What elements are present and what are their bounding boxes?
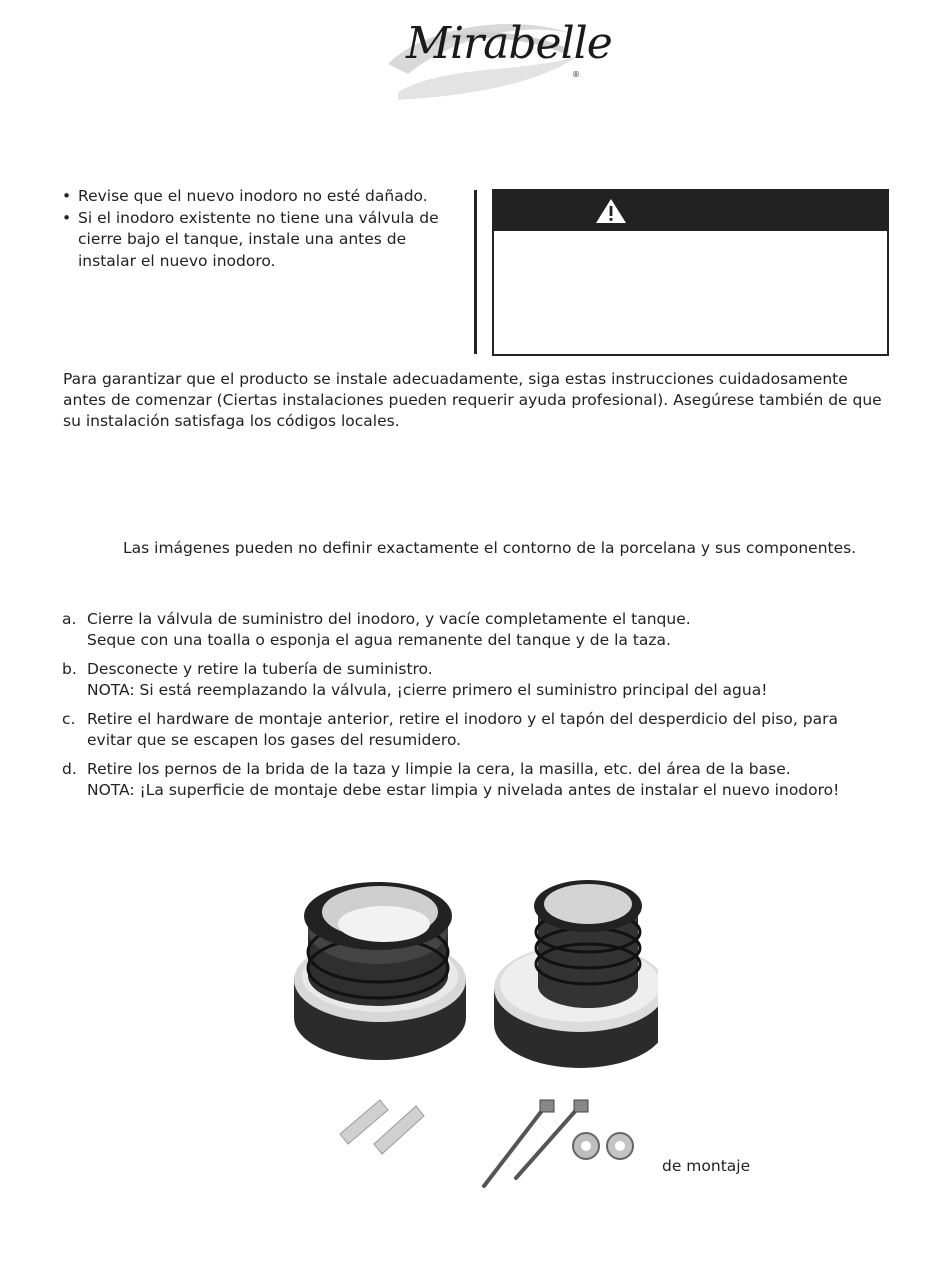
brand-wordmark: Mirabelle: [406, 18, 612, 69]
step-marker: a.: [62, 610, 77, 628]
washers: [573, 1133, 633, 1159]
step-item: [62, 759, 882, 801]
checklist-item: • Si el inodoro existente no tiene una válvula de cierre bajo el tanque, instale una antes de instalar el nuevo inodoro.: [62, 208, 452, 273]
step-item: [62, 659, 882, 701]
warning-header: [494, 191, 887, 231]
step-line: NOTA: ¡La superficie de montaje debe estar limpia y nivelada antes de instalar el nuevo inodoro!: [87, 781, 840, 799]
registered-mark: ®: [572, 70, 580, 79]
step-marker: c.: [62, 710, 76, 728]
step-line: NOTA: Si está reemplazando la válvula, ¡cierre primero el suministro principal del agua!: [87, 681, 768, 699]
checklist-item: • Revise que el nuevo inodoro no esté dañado.: [62, 186, 452, 208]
step-line: Retire los pernos de la brida de la taza y limpie la cera, la masilla, etc. del área de la base.: [87, 760, 791, 778]
section-divider: [474, 190, 477, 354]
step-line: Retire el hardware de montaje anterior, retire el inodoro y el tapón del desperdicio del piso, para evitar que se escapen los gases del resumidero.: [87, 710, 838, 749]
warning-triangle-icon: [595, 198, 627, 224]
seal-ring-left: [294, 882, 466, 1060]
step-item: [62, 709, 882, 751]
brand-logo: [368, 4, 612, 108]
warning-box: [492, 189, 889, 356]
intro-paragraph: Para garantizar que el producto se instale adecuadamente, siga estas instrucciones cuidadosamente antes de comenzar (Ciertas instalaciones pueden requerir ayuda profesional). Asegúrese también de que su instalación satisfaga los códigos locales.: [63, 370, 882, 430]
step-line: Desconecte y retire la tubería de suministro.: [87, 660, 433, 678]
removal-steps: [62, 609, 882, 809]
step-line: Seque con una toalla o esponja el agua remanente del tanque y de la taza.: [87, 631, 671, 649]
seal-ring-right: [494, 880, 658, 1068]
step-marker: d.: [62, 760, 77, 778]
parts-caption: de montaje: [662, 1157, 751, 1175]
wall-anchors: [340, 1100, 424, 1154]
pre-install-checklist: [62, 186, 452, 272]
step-line: Cierre la válvula de suministro del inodoro, y vacíe completamente el tanque.: [87, 610, 691, 628]
step-marker: b.: [62, 660, 77, 678]
image-note: Las imágenes pueden no definir exactamente el contorno de la porcelana y sus componentes.: [123, 539, 857, 557]
step-item: [62, 609, 882, 651]
parts-illustration: [288, 868, 658, 1198]
